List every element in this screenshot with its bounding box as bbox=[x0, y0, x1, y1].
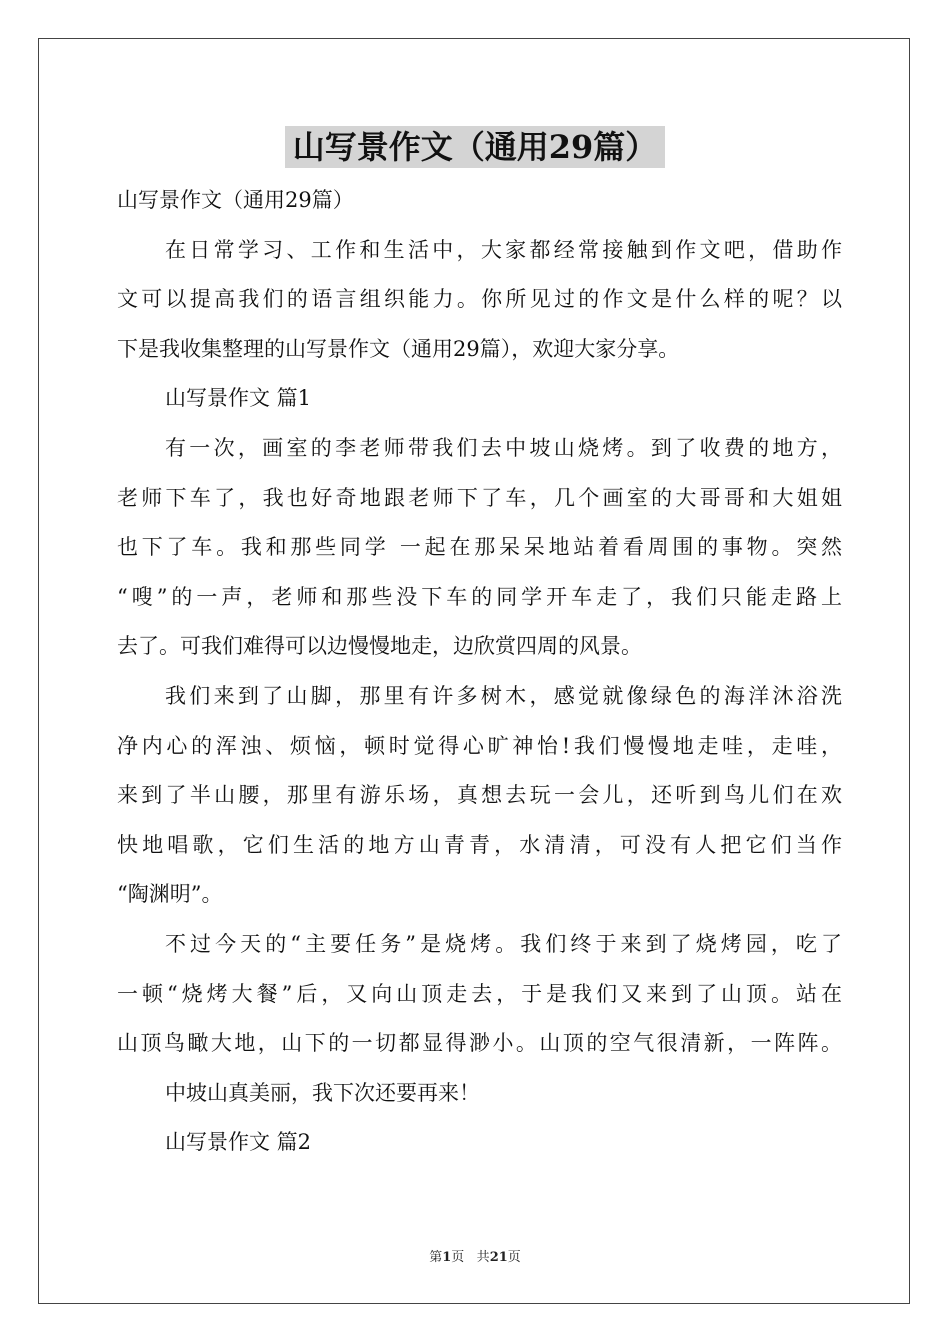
page-title: 山写景作文（通用29篇） bbox=[285, 126, 666, 168]
text-line: 山写景作文 篇1 bbox=[165, 386, 312, 411]
document-body bbox=[117, 176, 842, 1168]
text-line: 去了。可我们难得可以边慢慢地走，边欣赏四周的风景。 bbox=[117, 634, 642, 659]
text-line: 山顶鸟瞰大地，山下的一切都显得渺小。山顶的空气很清新，一阵阵。 bbox=[117, 1031, 842, 1056]
text-line: 在日常学习、工作和生活中，大家都经常接触到作文吧，借助作 bbox=[165, 237, 842, 262]
text-line: 山写景作文 篇2 bbox=[165, 1130, 312, 1155]
text-line: 文可以提高我们的语言组织能力。你所见过的作文是什么样的呢？以 bbox=[117, 287, 842, 312]
page-footer bbox=[0, 1246, 950, 1265]
text-line: 下是我收集整理的山写景作文（通用29篇），欢迎大家分享。 bbox=[117, 336, 680, 361]
footer-total-prefix: 共 bbox=[476, 1250, 490, 1265]
footer-total-suffix: 页 bbox=[507, 1250, 521, 1265]
text-line: 中坡山真美丽，我下次还要再来！ bbox=[165, 1080, 480, 1105]
title-container bbox=[0, 126, 950, 168]
text-line: 快地唱歌，它们生活的地方山青青，水清清，可没有人把它们当作 bbox=[117, 832, 842, 857]
text-line: 不过今天的“主要任务”是烧烤。我们终于来到了烧烤园，吃了 bbox=[165, 931, 842, 956]
text-line: 来到了半山腰，那里有游乐场，真想去玩一会儿，还听到鸟儿们在欢 bbox=[117, 783, 842, 808]
text-line: 也下了车。我和那些同学 一起在那呆呆地站着看周围的事物。突然 bbox=[117, 535, 842, 560]
text-line: 一顿“烧烤大餐”后，又向山顶走去，于是我们又来到了山顶。站在 bbox=[117, 981, 842, 1006]
text-line: “嗖”的一声，老师和那些没下车的同学开车走了，我们只能走路上 bbox=[117, 584, 842, 609]
footer-page-suffix: 页 bbox=[451, 1250, 465, 1265]
footer-page-prefix: 第 bbox=[429, 1250, 443, 1265]
text-line: “陶渊明”。 bbox=[117, 882, 223, 907]
text-line: 我们来到了山脚，那里有许多树木，感觉就像绿色的海洋沐浴洗 bbox=[165, 683, 842, 708]
text-line: 山写景作文（通用29篇） bbox=[117, 188, 354, 212]
footer-page-number: 1 bbox=[442, 1250, 452, 1265]
text-line: 有一次，画室的李老师带我们去中坡山烧烤。到了收费的地方， bbox=[165, 435, 842, 460]
text-line: 老师下车了，我也好奇地跟老师下了车，几个画室的大哥哥和大姐姐 bbox=[117, 485, 842, 510]
text-line: 净内心的浑浊、烦恼，顿时觉得心旷神怡!我们慢慢地走哇，走哇， bbox=[117, 733, 842, 758]
footer-total-pages: 21 bbox=[489, 1250, 508, 1265]
